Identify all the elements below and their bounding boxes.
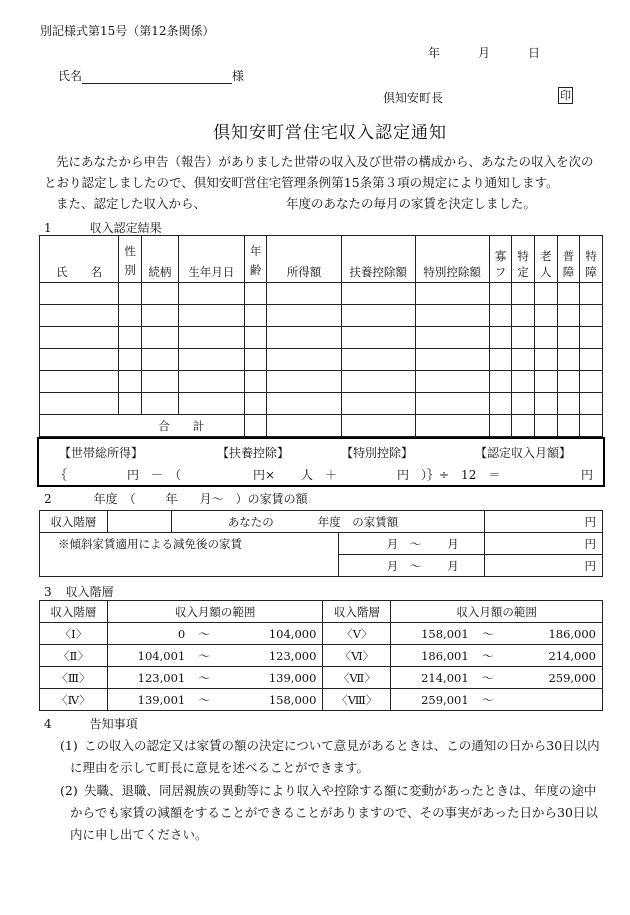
tilde-left: ～ xyxy=(191,689,217,711)
formula-box xyxy=(37,437,605,487)
intro-line-1: 先にあなたから申告（報告）がありました世帯の収入及び世帯の構成から、あなたの収入を次の xyxy=(56,154,594,169)
table-row xyxy=(40,393,603,415)
col-income: 所得額 xyxy=(267,236,341,283)
col-disabled: 普障 xyxy=(557,236,580,283)
rent-nendo: 年度 の家賃額 xyxy=(317,514,399,529)
formula-special-label: 【特別控除】 xyxy=(341,446,414,460)
level-right: 〈Ⅷ〉 xyxy=(323,689,391,711)
notice-1-line-b: に理由を示して町長に意見を述べることができます。 xyxy=(70,760,370,775)
intro-line-3 xyxy=(56,193,536,214)
from-right: 259,001 xyxy=(391,689,475,711)
notice-1-number: (1) xyxy=(60,738,78,753)
level-right: 〈Ⅶ〉 xyxy=(323,667,391,689)
sama-label: 様 xyxy=(232,69,245,83)
level-right: 〈Ⅵ〉 xyxy=(323,645,391,667)
document-title: 倶知安町営住宅収入認定通知 xyxy=(213,123,447,143)
tilde-right: ～ xyxy=(475,623,501,645)
table-row xyxy=(40,371,603,393)
intro-line-3a: また、認定した収入から、 xyxy=(56,196,207,211)
notice-2-line-c: 内に申し出てください。 xyxy=(70,827,208,842)
rent-reduction-label: ※傾斜家賃適用による減免後の家賃 xyxy=(40,533,339,577)
tilde-right: ～ xyxy=(475,667,501,689)
notice-2-line-a: 失職、退職、同居親族の異動等により収入や控除する額に変動があったときは、年度の途中 xyxy=(84,783,597,798)
formula-yen-minus: 円 － （ xyxy=(127,468,182,482)
level-header-row xyxy=(40,601,603,623)
recipient-name-line xyxy=(58,67,244,84)
to-left: 104,000 xyxy=(217,623,323,645)
to-left: 123,000 xyxy=(217,645,323,667)
section2-month: 月～ ）の家賃の額 xyxy=(199,492,308,506)
col-sex: 性別 xyxy=(119,236,142,283)
from-right: 214,001 xyxy=(391,667,475,689)
rent-kaiso-label: 収入階層 xyxy=(40,511,108,533)
notice-2-number: (2) xyxy=(60,783,78,798)
section1-number: 1 xyxy=(44,221,52,235)
level-row xyxy=(40,645,603,667)
tilde-left: ～ xyxy=(191,667,217,689)
formula-dependent-label: 【扶養控除】 xyxy=(217,446,290,460)
tilde-left: ～ xyxy=(191,645,217,667)
to-right: 214,000 xyxy=(501,645,603,667)
form-number: 別記様式第15号（第12条関係） xyxy=(40,24,215,38)
from-left: 104,001 xyxy=(107,645,191,667)
section2-number: 2 xyxy=(44,492,52,506)
tilde-right: ～ xyxy=(475,689,501,711)
intro-line-2: とおり認定しましたので、倶知安町営住宅管理条例第15条第３項の規定により通知します。 xyxy=(44,175,559,190)
section1-heading xyxy=(44,219,162,236)
table-row xyxy=(40,327,603,349)
level-right: 〈Ⅴ〉 xyxy=(323,623,391,645)
section2-nendo: 年度 （ xyxy=(93,492,136,506)
table-row xyxy=(40,283,603,305)
section3-number: 3 xyxy=(44,585,52,599)
notice-1-line-a: この収入の認定又は家賃の額の決定について意見があるときは、この通知の日から30日以内 xyxy=(84,738,600,753)
level-row xyxy=(40,667,603,689)
from-right: 186,001 xyxy=(391,645,475,667)
rent-period-1: 月 ～ 月 xyxy=(339,533,485,555)
from-left: 139,001 xyxy=(107,689,191,711)
formula-open-brace: ｛ xyxy=(55,468,68,482)
section4-title: 告知事項 xyxy=(89,717,138,731)
section4-heading xyxy=(44,715,138,732)
to-right: 259,000 xyxy=(501,667,603,689)
name-blank xyxy=(82,69,232,84)
to-right: 186,000 xyxy=(501,623,603,645)
col-special-disabled: 特障 xyxy=(580,236,603,283)
range-header-right: 収入月額の範囲 xyxy=(391,601,603,623)
intro-line-3b: 年度のあなたの毎月の家賃を決定しました。 xyxy=(286,196,537,211)
date-month-label: 月 xyxy=(478,46,491,60)
level-left: 〈Ⅲ〉 xyxy=(40,667,108,689)
rent-table xyxy=(39,510,603,577)
col-special-deduction: 特別控除額 xyxy=(415,236,489,283)
rent-period-2: 月 ～ 月 xyxy=(339,555,485,577)
col-widow: 寡フ xyxy=(489,236,512,283)
from-left: 123,001 xyxy=(107,667,191,689)
table-header-row xyxy=(40,236,603,283)
col-specific: 特定 xyxy=(512,236,535,283)
formula-nin-plus: 人 ＋ xyxy=(301,468,338,482)
issuer-mayor: 倶知安町長 xyxy=(383,91,444,105)
section2-year: 年 xyxy=(165,492,178,506)
rent-reduction-row xyxy=(40,533,603,555)
rent-anata: あなたの xyxy=(227,514,274,529)
col-elderly: 老人 xyxy=(535,236,558,283)
from-right: 158,001 xyxy=(391,623,475,645)
section3-heading xyxy=(44,583,114,600)
range-header-left: 収入月額の範囲 xyxy=(107,601,323,623)
formula-yen-times: 円× xyxy=(253,468,276,482)
income-level-table xyxy=(39,600,603,711)
total-label: 合 計 xyxy=(119,415,245,437)
col-age: 年齢 xyxy=(244,236,267,283)
formula-yen-close: 円 ）｝÷ 12 ＝ xyxy=(397,468,501,482)
col-dependent-deduction: 扶養控除額 xyxy=(341,236,415,283)
level-header-left: 収入階層 xyxy=(40,601,108,623)
level-row xyxy=(40,689,603,711)
to-left: 158,000 xyxy=(217,689,323,711)
rent-row xyxy=(40,511,603,533)
rent-your-label xyxy=(171,511,484,533)
rent-reduction-yen-1: 円 xyxy=(485,533,603,555)
level-header-right: 収入階層 xyxy=(323,601,391,623)
income-result-table xyxy=(39,235,603,437)
section2-heading xyxy=(44,490,308,507)
section3-title: 収入階層 xyxy=(65,585,114,599)
rent-yen: 円 xyxy=(485,511,603,533)
name-label: 氏名 xyxy=(58,69,83,83)
level-row xyxy=(40,623,603,645)
rent-kaiso-value xyxy=(107,511,171,533)
level-left: 〈Ⅱ〉 xyxy=(40,645,108,667)
tilde-left: ～ xyxy=(191,623,217,645)
to-left: 139,000 xyxy=(217,667,323,689)
date-year-label: 年 xyxy=(428,46,441,60)
notice-2-line-b: からでも家賃の減額をすることができることがありますので、その事実があった日から30日以 xyxy=(70,805,598,820)
formula-yen: 円 xyxy=(581,468,594,482)
section1-title: 収入認定結果 xyxy=(89,221,162,235)
col-name: 氏 名 xyxy=(40,236,119,283)
col-relation: 続柄 xyxy=(141,236,178,283)
table-total-row xyxy=(40,415,603,437)
table-row xyxy=(40,305,603,327)
formula-total-income-label: 【世帯総所得】 xyxy=(59,446,144,460)
seal-mark: 印 xyxy=(560,89,571,102)
from-left: 0 xyxy=(107,623,191,645)
table-row xyxy=(40,349,603,371)
section4-number: 4 xyxy=(44,717,52,731)
to-right xyxy=(501,689,603,711)
rent-reduction-yen-2: 円 xyxy=(485,555,603,577)
level-left: 〈Ⅳ〉 xyxy=(40,689,108,711)
tilde-right: ～ xyxy=(475,645,501,667)
level-left: 〈Ⅰ〉 xyxy=(40,623,108,645)
col-birthdate: 生年月日 xyxy=(178,236,244,283)
formula-monthly-label: 【認定収入月額】 xyxy=(475,446,572,460)
date-day-label: 日 xyxy=(528,46,541,60)
